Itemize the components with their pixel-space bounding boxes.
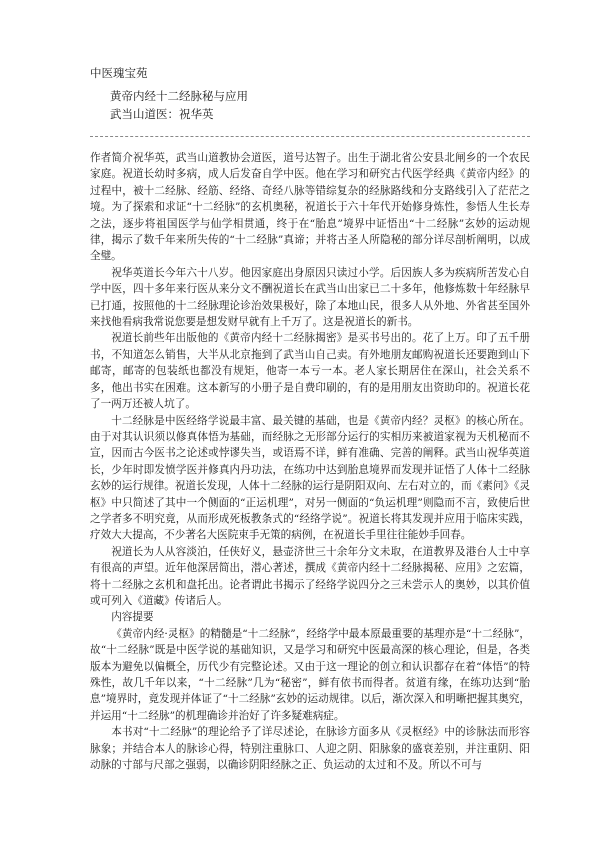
paragraph-summary-2: 本书对“十二经脉”的理论给予了详尽述论，在脉诊方面多从《灵枢经》中的诊脉法而形容脉象；并结合本人的脉诊心得，特别注重脉口、人迎之阴、阳脉象的盛衰差别，并注重阴、阳动脉的寸部与尺部之强弱，以确诊阴阳经脉之正、负运动的太过和不及。所以不可与	[90, 726, 530, 772]
book-title: 黄帝内经十二经脉秘与应用	[110, 89, 248, 103]
paragraph-author-intro: 作者简介祝华英，武当山道教协会道医，道号达智子。出生于湖北省公安县北闸乡的一个农民家庭。祝道长幼时多病，成人后发奋自学中医。他在学习和研究古代医学经典《黄帝内经》的过程中，被十二经脉、经筋、经络、奇经八脉等错综复杂的经脉路线和分支路线引入了茫茫之境。为了探索和求证“十二经脉”的玄机奥秘，祝道长于六十年代开始修身炼性，参悟人生长寿之法，逐步将祖国医学与仙学相贯通，终于在“胎息”境界中证悟出“十二经脉”玄妙的运动规律，揭示了数千年来所失传的“十二经脉”真谛；并将古圣人所隐秘的部分详尽剖析阐明，以成全璧。	[90, 152, 530, 263]
section-heading-summary: 内容提要	[111, 611, 154, 624]
dashed-divider	[90, 136, 530, 137]
paragraph-character: 祝道长为人从容淡泊，任侠好义，悬壶济世三十余年分文未取，在道教界及港台人士中享有很高的声望。近年他深居简出，潜心著述，撰成《黄帝内经十二经脉揭秘、应用》之宏篇，将十二经脉之玄机和盘托出。论者谓此书揭示了经络学说四分之三未尝示人的奥妙，以其价值或可列入《道藏》传诸后人。	[90, 545, 530, 607]
site-name: 中医瑰宝苑	[90, 66, 148, 80]
paragraph-summary-1: 《黄帝内经·灵枢》的精髓是“十二经脉”，经络学中最本原最重要的基理亦是“十二经脉”，故“十二经脉”既是中医学说的基础知识，又是学习和研究中医最高深的核心理论，但是，各类版本为避免以偏概全，历代少有完整论述。又由于这一理论的创立和认识都存在着“体悟”的特殊性，故几千年以来，“十二经脉”几为“秘密”，鲜有依书而得者。贫道有缘，在练功达到“胎息”境界时，竟发现并体证了“十二经脉”玄妙的运动规律。以后，渐次深入和明晰把握其奥究，并运用“十二经脉”的机理确诊并治好了许多疑难病症。	[90, 627, 530, 722]
paragraph-age: 祝华英道长今年六十八岁。他因家庭出身原因只读过小学。后因族人多为疾病所苦发心自学中医，四十多年来行医从来分文不酬祝道长在武当山出家已二十多年，他修炼数十年经脉早已打通，按照他的十二经脉理论诊治效果极好，除了本地山民，很多人从外地、外省甚至国外来找他看病我常说您要是想发财早就有上千万了。这是祝道长的新书。	[90, 266, 530, 329]
article-body	[90, 150, 530, 773]
paragraph-publishing: 祝道长前些年出版他的《黄帝内经十二经脉揭密》是买书号出的。花了上万。印了五千册书，不知道怎么销售，大半从北京拖到了武当山自己卖。有外地朋友邮购祝道长还要跑到山下邮寄，邮寄的包装纸也都没有规矩，他寄一本亏一本。老人家长期居住在深山，社会关系不多，他出书实在困难。这本新写的小册子是自费印刷的，有的是用朋友出资助印的。祝道长花了一两万还被人坑了。	[90, 332, 530, 411]
paragraph-twelve-meridians: 十二经脉是中医经络学说最丰富、最关键的基础，也是《黄帝内经？灵枢》的核心所在。由于对其认识须以修真体悟为基础，而经脉之无形部分运行的实相历来被道家视为天机秘而不宣，因而古今医书之论述或悖谬失当，或语焉不详，鲜有准确、完善的阐释。武当山祝华英道长，少年时即发愤学医并修真内丹功法，在练功中达到胎息境界而发现并证悟了人体十二经脉玄妙的运行规律。祝道长发现，人体十二经脉的运行是阴阳双向、左右对立的，而《素问》《灵枢》中只简述了其中一个侧面的“正运机理”，对另一侧面的“负运机理”则隐而不言，致使后世之学者多不明究竟，从而形成死板教条式的“经络学说”。祝道长将其发现并应用于临床实践，疗效大大提高，不少著名大医院束手无策的病例，在祝道长手里往往能妙手回春。	[90, 414, 530, 542]
author-line: 武当山道医：祝华英	[110, 107, 214, 121]
